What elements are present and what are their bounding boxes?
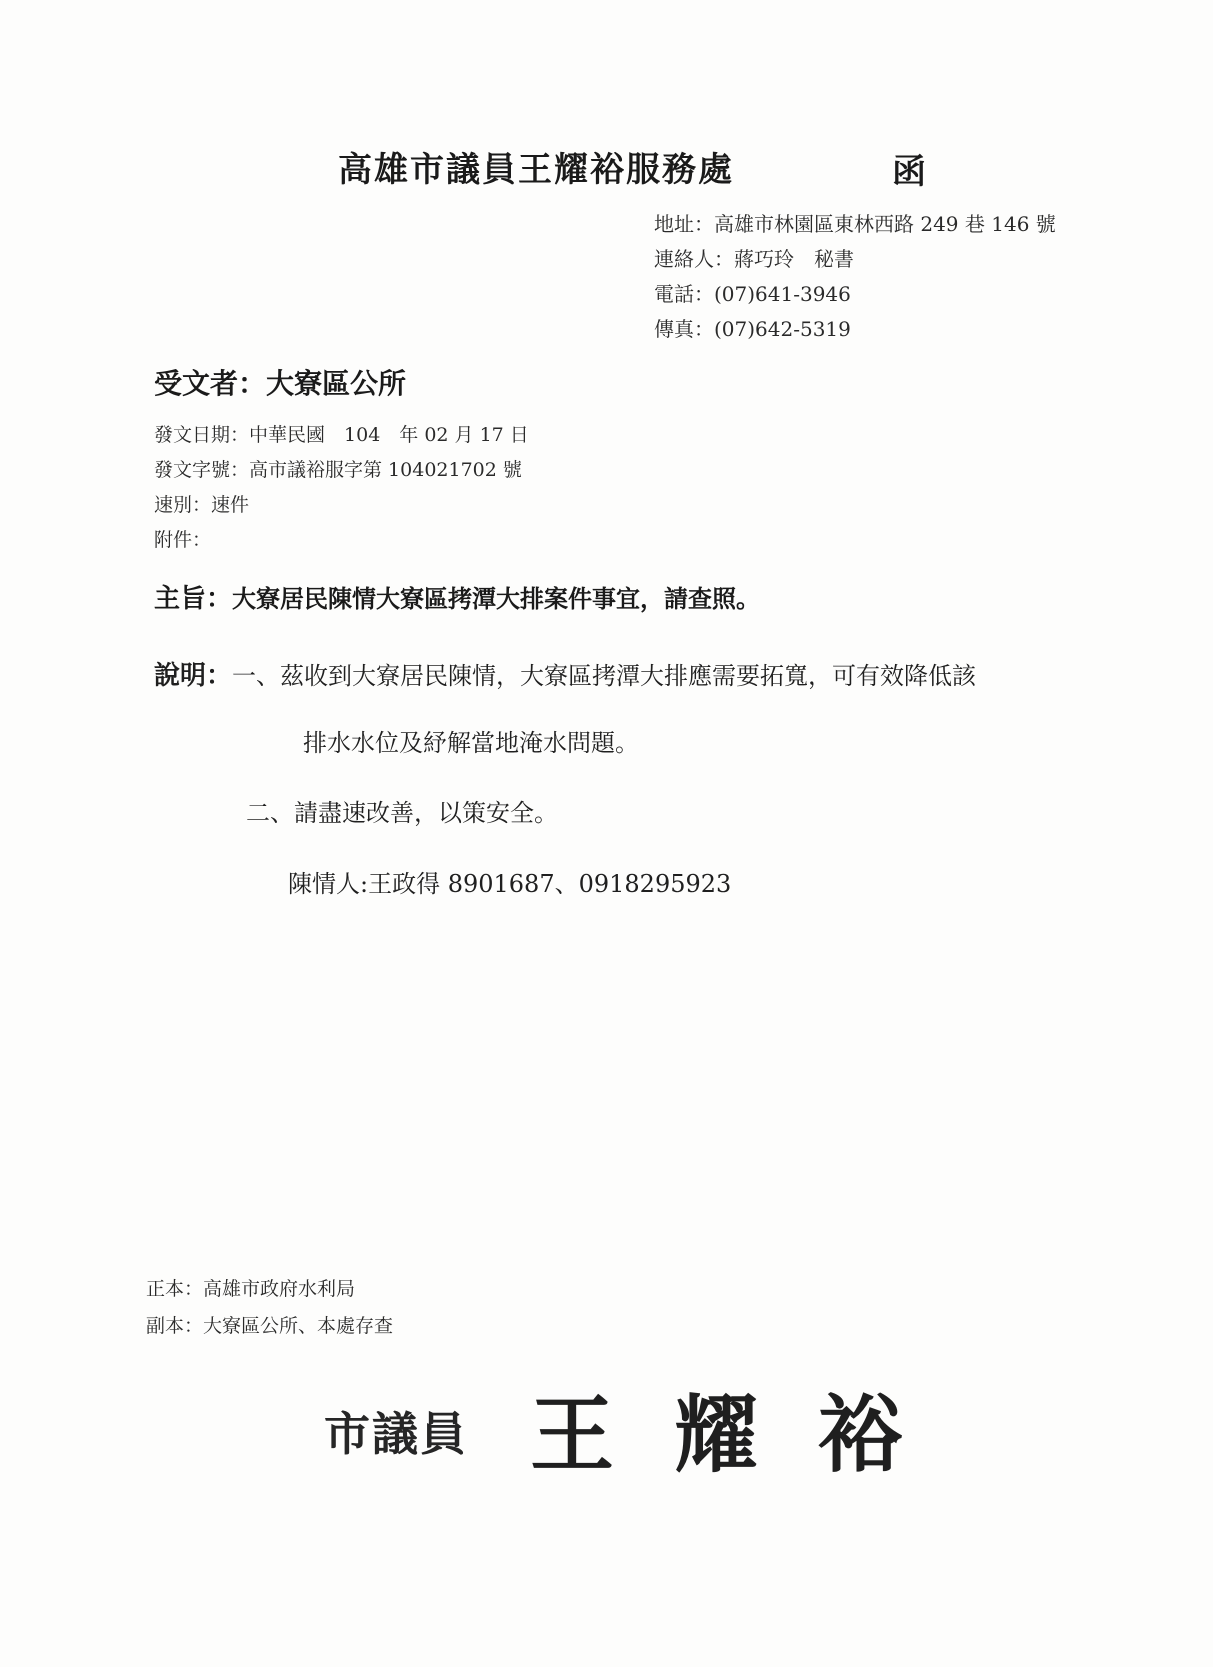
sender-phone	[654, 278, 851, 307]
document-number-value: 高市議裕服字第 104021702 號	[249, 459, 522, 481]
explanation-item-1-line-1	[154, 655, 976, 692]
recipient	[154, 362, 406, 402]
sender-fax	[654, 313, 851, 342]
petitioner-line: 陳情人:王政得 8901687、0918295923	[288, 870, 732, 898]
subject-text: 大寮居民陳情大寮區拷潭大排案件事宜，請查照。	[232, 584, 761, 613]
recipient-value: 大寮區公所	[266, 367, 407, 400]
delivery-speed	[154, 490, 249, 517]
distribution-original-value: 高雄市政府水利局	[203, 1278, 356, 1300]
delivery-speed-value: 速件	[211, 494, 250, 516]
document-title: 高雄市議員王耀裕服務處	[338, 150, 734, 190]
distribution-copy-value: 大寮區公所、本處存查	[203, 1315, 394, 1337]
subject-label: 主旨：	[154, 584, 233, 614]
sender-contact	[654, 243, 854, 272]
sender-address-value: 高雄市林園區東林西路 249 巷 146 號	[714, 212, 1056, 236]
document-number	[154, 455, 522, 482]
sender-fax-value: (07)642-5319	[714, 317, 851, 341]
distribution-original	[146, 1274, 355, 1301]
issue-date-label: 發文日期：	[154, 424, 250, 446]
sender-contact-label: 連絡人：	[654, 247, 734, 271]
recipient-label: 受文者：	[154, 367, 267, 400]
signature-title: 市議員	[324, 1407, 468, 1461]
distribution-copy	[146, 1311, 393, 1338]
sender-fax-label: 傳真：	[654, 317, 714, 341]
delivery-speed-label: 速別：	[154, 494, 212, 516]
explanation-item-1-line-2: 排水水位及紓解當地淹水問題。	[303, 729, 639, 757]
sender-phone-label: 電話：	[654, 282, 714, 306]
document-type: 函	[892, 152, 926, 192]
sender-contact-value: 蔣巧玲 秘書	[734, 247, 854, 271]
sender-address	[654, 208, 1056, 237]
signature-name-char-1: 王	[530, 1385, 615, 1484]
explanation-label: 說明：	[154, 661, 233, 691]
attachment	[154, 525, 211, 552]
signature-name-char-3: 裕	[818, 1385, 903, 1484]
signature-name-char-2: 耀	[674, 1385, 759, 1484]
explanation-item-2: 二、請盡速改善，以策安全。	[246, 799, 558, 827]
sender-phone-value: (07)641-3946	[714, 282, 851, 306]
subject	[154, 578, 760, 615]
distribution-copy-label: 副本：	[146, 1315, 204, 1337]
distribution-original-label: 正本：	[146, 1278, 204, 1300]
sender-address-label: 地址：	[654, 212, 714, 236]
document-number-label: 發文字號：	[154, 459, 250, 481]
explanation-item-1-text: 一、茲收到大寮居民陳情，大寮區拷潭大排應需要拓寬，可有效降低該	[232, 662, 977, 690]
issue-date-value: 中華民國 104 年 02 月 17 日	[249, 424, 529, 446]
attachment-label: 附件：	[154, 529, 212, 551]
issue-date	[154, 420, 529, 447]
